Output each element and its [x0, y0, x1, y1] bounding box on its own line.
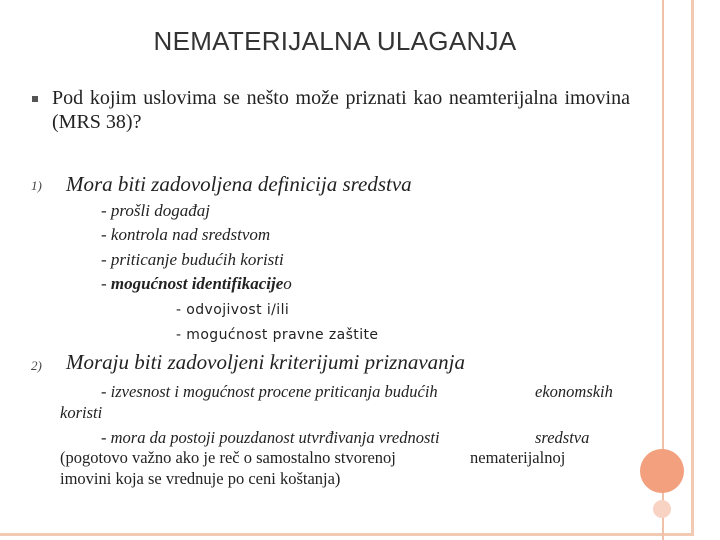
- section2-line4b: nematerijalnoj: [470, 448, 566, 467]
- item-4-bold: mogućnost identifikacije: [110, 274, 284, 293]
- section1-number: 1): [31, 178, 42, 193]
- square-bullet-icon: [32, 96, 38, 102]
- section1-subitem-1: - odvojivost i/ili: [176, 302, 290, 318]
- section2-heading: Moraju biti zadovoljeni kriterijumi priznavanja: [66, 350, 465, 374]
- slide-title: NEMATERIJALNA ULAGANJA: [153, 26, 517, 56]
- section1-subitem-2: - mogućnost pravne zaštite: [176, 327, 379, 343]
- item-4-suffix: o: [283, 274, 292, 293]
- decorative-circle-small: [653, 500, 671, 518]
- section2-line3a: - mora da postoji pouzdanost utvrđivanja vrednosti: [101, 428, 440, 447]
- item-4-prefix: -: [101, 274, 111, 293]
- section2-line1a: - izvesnost i mogućnost procene priticanja budućih: [101, 382, 438, 401]
- section1-item-2: - kontrola nad sredstvom: [101, 225, 271, 244]
- section2-line1b: ekonomskih: [535, 382, 613, 401]
- section1-item-3: - priticanje budućih koristi: [101, 250, 284, 269]
- section2-line3b: sredstva: [535, 428, 590, 447]
- section1-heading: Mora biti zadovoljena definicija sredstva: [66, 172, 412, 196]
- section2-line4a: (pogotovo važno ako je reč o samostalno stvorenoj: [60, 448, 396, 467]
- decorative-circle-large: [640, 449, 684, 493]
- section1-item-4: [101, 272, 292, 296]
- section2-line2: koristi: [60, 403, 103, 422]
- section2-number: 2): [31, 358, 42, 373]
- question-text: Pod kojim uslovima se nešto može priznati kao neamterijalna imovina (MRS 38)?: [52, 87, 630, 133]
- section1-item-1: - prošli događaj: [101, 201, 210, 220]
- section2-line5: imovini koja se vrednuje po ceni koštanja): [60, 469, 341, 488]
